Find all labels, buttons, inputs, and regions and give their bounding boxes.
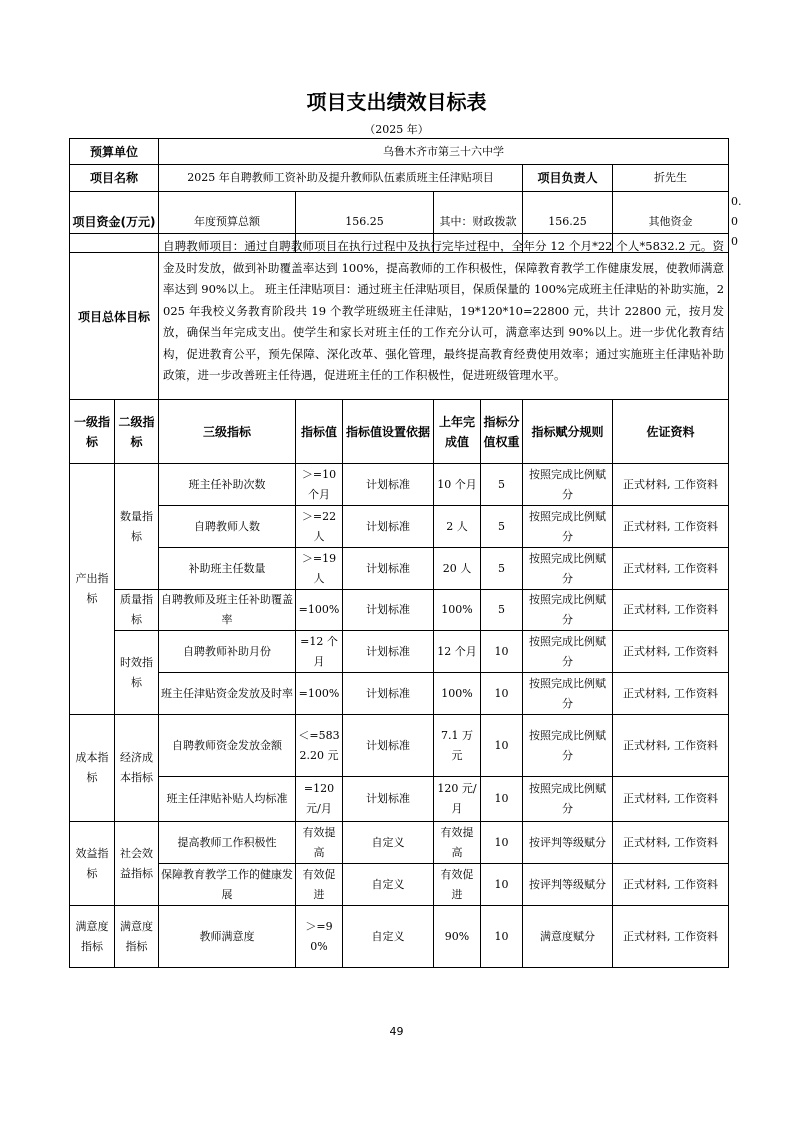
indicator-name: 补助班主任数量	[159, 548, 296, 590]
col-level1: 一级指标	[70, 400, 115, 464]
indicator-name: 自聘教师资金发放金额	[159, 715, 296, 777]
table-row	[70, 906, 729, 968]
indicator-basis: 计划标准	[343, 506, 434, 548]
table-row	[70, 464, 729, 506]
col-level3: 三级指标	[159, 400, 296, 464]
table-row	[70, 864, 729, 906]
group-satisfaction: 满意度指标	[70, 906, 115, 968]
annual-budget-value: 156.25	[296, 192, 434, 253]
indicator-last-year: 12 个月	[434, 631, 481, 673]
table-row	[70, 673, 729, 715]
indicator-value: ＞=90%	[296, 906, 343, 968]
indicator-weight: 5	[481, 464, 523, 506]
table-row	[70, 631, 729, 673]
group-benefit: 效益指标	[70, 822, 115, 906]
indicator-evidence: 正式材料, 工作资料	[613, 590, 729, 631]
indicator-evidence: 正式材料, 工作资料	[613, 715, 729, 777]
indicator-evidence: 正式材料, 工作资料	[613, 673, 729, 715]
document-year: （2025 年）	[364, 123, 429, 136]
col-level2: 二级指标	[115, 400, 159, 464]
indicator-value: ＞=19 人	[296, 548, 343, 590]
indicator-weight: 5	[481, 590, 523, 631]
indicator-last-year: 120 元/月	[434, 777, 481, 822]
indicator-last-year: 2 人	[434, 506, 481, 548]
indicator-weight: 10	[481, 715, 523, 777]
indicator-last-year: 7.1 万元	[434, 715, 481, 777]
indicator-name: 自聘教师及班主任补助覆盖率	[159, 590, 296, 631]
project-leader-value: 折先生	[613, 165, 729, 192]
indicator-last-year: 20 人	[434, 548, 481, 590]
annual-budget-label: 年度预算总额	[159, 192, 296, 253]
project-leader-label: 项目负责人	[523, 165, 613, 192]
indicator-evidence: 正式材料, 工作资料	[613, 822, 729, 864]
overall-goal-row	[70, 234, 729, 400]
col-basis: 指标值设置依据	[343, 400, 434, 464]
indicator-value: ＞=10 个月	[296, 464, 343, 506]
indicator-basis: 计划标准	[343, 631, 434, 673]
indicator-weight: 10	[481, 631, 523, 673]
indicator-weight: 10	[481, 864, 523, 906]
indicator-rule: 按照完成比例赋分	[523, 548, 613, 590]
indicator-rule: 按照完成比例赋分	[523, 673, 613, 715]
indicator-last-year: 有效提高	[434, 822, 481, 864]
indicator-evidence: 正式材料, 工作资料	[613, 864, 729, 906]
indicator-name: 班主任补助次数	[159, 464, 296, 506]
document-title: 项目支出绩效目标表	[306, 90, 487, 114]
project-name-row	[70, 165, 729, 192]
table-row	[70, 777, 729, 822]
indicator-evidence: 正式材料, 工作资料	[613, 548, 729, 590]
indicator-value: =120 元/月	[296, 777, 343, 822]
indicator-name: 提高教师工作积极性	[159, 822, 296, 864]
indicator-name: 自聘教师人数	[159, 506, 296, 548]
indicator-evidence: 正式材料, 工作资料	[613, 777, 729, 822]
project-funds-label: 项目资金(万元)	[70, 192, 159, 253]
indicator-last-year: 10 个月	[434, 464, 481, 506]
indicator-rule: 按评判等级赋分	[523, 822, 613, 864]
indicator-last-year: 100%	[434, 590, 481, 631]
table-row	[70, 548, 729, 590]
budget-unit-value: 乌鲁木齐市第三十六中学	[159, 139, 729, 165]
indicator-name: 自聘教师补助月份	[159, 631, 296, 673]
col-rule: 指标赋分规则	[523, 400, 613, 464]
page-number: 49	[389, 1025, 404, 1038]
indicator-basis: 自定义	[343, 822, 434, 864]
indicator-value: ＜=5832.20 元	[296, 715, 343, 777]
indicator-weight: 10	[481, 777, 523, 822]
col-last-year: 上年完成值	[434, 400, 481, 464]
indicator-rule: 按照完成比例赋分	[523, 777, 613, 822]
fiscal-funds-label: 其中：财政拨款	[434, 192, 523, 253]
indicator-basis: 计划标准	[343, 548, 434, 590]
indicator-evidence: 正式材料, 工作资料	[613, 906, 729, 968]
indicator-value: ＞=22 人	[296, 506, 343, 548]
indicator-name: 班主任津贴补贴人均标准	[159, 777, 296, 822]
indicator-basis: 计划标准	[343, 777, 434, 822]
indicator-rule: 按照完成比例赋分	[523, 506, 613, 548]
indicator-basis: 计划标准	[343, 673, 434, 715]
group-social-benefit: 社会效益指标	[115, 822, 159, 906]
col-value: 指标值	[296, 400, 343, 464]
indicator-value: 有效促进	[296, 864, 343, 906]
project-name-value: 2025 年自聘教师工资补助及提升教师队伍素质班主任津贴项目	[159, 165, 523, 192]
group-output: 产出指标	[70, 464, 115, 715]
goal-and-indicator-table	[69, 233, 729, 968]
indicator-weight: 5	[481, 548, 523, 590]
group-timeliness: 时效指标	[115, 631, 159, 715]
indicator-last-year: 有效促进	[434, 864, 481, 906]
indicator-weight: 10	[481, 906, 523, 968]
table-row	[70, 822, 729, 864]
group-cost: 成本指标	[70, 715, 115, 822]
group-economic-cost: 经济成本指标	[115, 715, 159, 822]
indicator-evidence: 正式材料, 工作资料	[613, 631, 729, 673]
fiscal-funds-value: 156.25	[523, 192, 613, 253]
indicator-rule: 满意度赋分	[523, 906, 613, 968]
indicator-rule: 按评判等级赋分	[523, 864, 613, 906]
col-evidence: 佐证资料	[613, 400, 729, 464]
group-quality: 质量指标	[115, 590, 159, 631]
indicator-rule: 按照完成比例赋分	[523, 464, 613, 506]
indicator-value: =100%	[296, 590, 343, 631]
indicator-basis: 自定义	[343, 906, 434, 968]
indicator-name: 班主任津贴资金发放及时率	[159, 673, 296, 715]
indicator-basis: 计划标准	[343, 590, 434, 631]
indicator-weight: 5	[481, 506, 523, 548]
indicator-value: =12 个月	[296, 631, 343, 673]
table-row	[70, 506, 729, 548]
overall-goal-text: 自聘教师项目：通过自聘教师项目在执行过程中及执行完毕过程中，全年分 12 个月*22 个人*5832.2 元。资金及时发放，做到补助覆盖率达到 100%，提高教师的工作积极性，保障教育教学工作健康发展，使教师满意率达到 90%以上。 班主任津贴项目：通过班主任津贴项目，保质保量的 100%完成班主任津贴的补助实施，2025 年我校义务教育阶段共 19 个教学班级班主任津贴，19*120*10=22800 元，共计 22800 元，按月发放，确保当年完成支出。使学生和家长对班主任的工作充分认可，满意率达到 90%以上。进一步优化教育结构，促进教育公平，预先保障、深化改革、强化管理，最终提高教育经费使用效率；通过实施班主任津贴补助政策，进一步改善班主任待遇，促进班主任的工作积极性，促进班级管理水平。	[159, 234, 729, 400]
indicator-value: =100%	[296, 673, 343, 715]
other-funds-label: 其他资金	[613, 192, 729, 253]
indicator-basis: 计划标准	[343, 464, 434, 506]
indicator-name: 保障教育教学工作的健康发展	[159, 864, 296, 906]
indicator-last-year: 100%	[434, 673, 481, 715]
indicator-evidence: 正式材料, 工作资料	[613, 464, 729, 506]
indicator-basis: 计划标准	[343, 715, 434, 777]
indicator-basis: 自定义	[343, 864, 434, 906]
indicator-rule: 按照完成比例赋分	[523, 715, 613, 777]
project-name-label: 项目名称	[70, 165, 159, 192]
indicator-weight: 10	[481, 822, 523, 864]
indicator-name: 教师满意度	[159, 906, 296, 968]
table-row	[70, 715, 729, 777]
col-weight: 指标分值权重	[481, 400, 523, 464]
indicator-last-year: 90%	[434, 906, 481, 968]
group-satisfaction-sub: 满意度指标	[115, 906, 159, 968]
overall-goal-label: 项目总体目标	[70, 234, 159, 400]
indicator-rule: 按照完成比例赋分	[523, 631, 613, 673]
group-quantity: 数量指标	[115, 464, 159, 590]
budget-unit-label: 预算单位	[70, 139, 159, 165]
project-funds-row: 项目资金(万元) 年度预算总额 156.25 其中：财政拨款 156.25 其他资金 0.00	[70, 192, 729, 253]
indicator-value: 有效提高	[296, 822, 343, 864]
indicator-evidence: 正式材料, 工作资料	[613, 506, 729, 548]
indicator-rule: 按照完成比例赋分	[523, 590, 613, 631]
indicator-weight: 10	[481, 673, 523, 715]
budget-unit-row	[70, 139, 729, 165]
indicator-header-row	[70, 400, 729, 464]
table-row	[70, 590, 729, 631]
